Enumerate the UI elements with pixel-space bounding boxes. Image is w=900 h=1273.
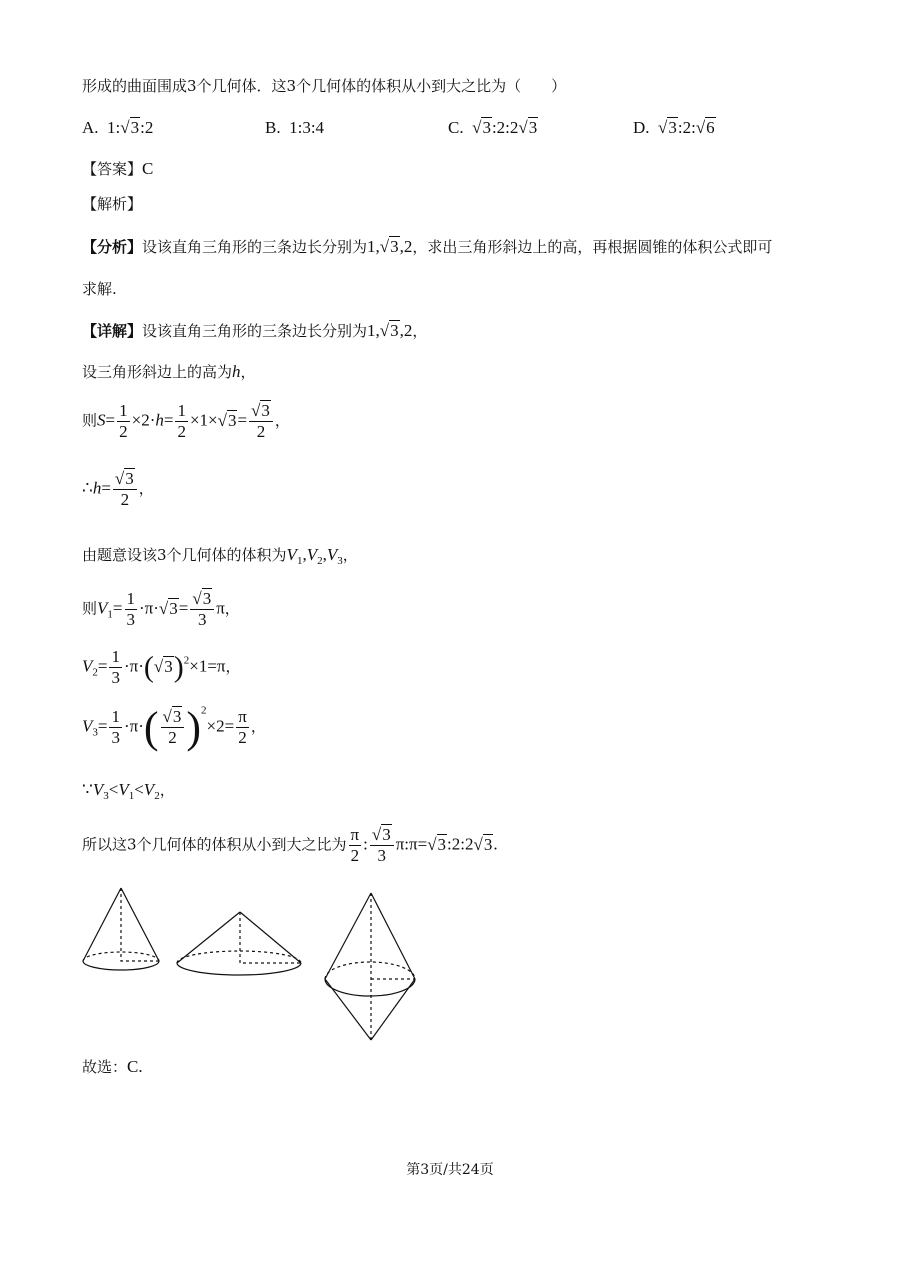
- answer-line: 【答案】C: [82, 159, 154, 178]
- fraction: $\frac{√3}{2}$: [161, 708, 185, 747]
- fraction: $\frac{√3}{2}$: [249, 402, 273, 441]
- cone-2: [177, 912, 301, 975]
- fraction: $\frac{√3}{3}$: [190, 590, 214, 629]
- fraction: $\frac{1}{2}$: [177, 401, 186, 441]
- equation-v1: 则$V_1=$ $\frac{1}{3}$ ·π·√3= $\frac{√3}{3}$ π，: [82, 589, 240, 629]
- radical: √3: [658, 118, 677, 137]
- radical: √3: [379, 237, 399, 256]
- radical: √3: [217, 410, 237, 430]
- fraction: $\frac{1}{2}$: [119, 401, 128, 441]
- radical: √3: [153, 656, 173, 676]
- radical: √3: [473, 834, 493, 854]
- page-footer: 第3页/共24页: [406, 1162, 494, 1178]
- option-d: D. √3:2:√6: [633, 118, 715, 137]
- equation-v3: $V_3=$ $\frac{1}{3}$ ·π·( $\frac{√3}{2}$ )$^2$×2= $\frac{\pi}{2}$ ，: [82, 703, 266, 752]
- fraction: $\frac{\pi}{2}$: [350, 825, 360, 865]
- fenxi-line-2: 求解.: [82, 280, 117, 298]
- fraction: $\frac{√3}{3}$: [370, 826, 394, 865]
- radical: √3: [158, 598, 178, 618]
- question-text: 形成的曲面围成3个几何体．这3个几何体的体积从小到大之比为（ ）: [82, 77, 567, 95]
- radical: √3: [120, 118, 140, 137]
- fraction: $\frac{√3}{2}$: [113, 470, 137, 509]
- option-a: A. 1:√3:2: [82, 118, 154, 137]
- option-b: B. 1:3:4: [265, 118, 325, 137]
- inequality-line: $\because V_3<V_1<V_2$，: [82, 780, 175, 802]
- fraction: $\frac{1}{3}$: [126, 589, 135, 629]
- equation-s: 则S= $\frac{1}{2}$ ×2·h= $\frac{1}{2}$ ×1×√3= $\frac{√3}{2}$ ，: [82, 401, 290, 441]
- fraction: $\frac{1}{3}$: [111, 707, 120, 747]
- radical: √3: [427, 834, 447, 854]
- height-line: 设三角形斜边上的高为h，: [82, 362, 256, 381]
- analysis-label: 【解析】: [82, 195, 143, 213]
- option-c: C. √3:2:2√3: [448, 118, 538, 137]
- radical: √3: [472, 118, 491, 137]
- fraction: $\frac{\pi}{2}$: [238, 707, 247, 747]
- radical: √6: [695, 118, 715, 137]
- radical: √3: [518, 118, 538, 137]
- fraction: $\frac{1}{3}$: [111, 647, 120, 687]
- xiangjie-line: 【详解】设该直角三角形的三条边长分别为1,√3,2，: [82, 321, 428, 340]
- equation-v2: $V_2=$ $\frac{1}{3}$ $\cdot\pi\cdot(√3)^2\times 1=\pi$，: [82, 647, 241, 687]
- equation-h: ∴h= $\frac{√3}{2}$ ，: [82, 469, 154, 509]
- cone-1: [83, 888, 159, 970]
- cone-3: [325, 893, 415, 1040]
- fenxi-line: 【分析】设该直角三角形的三条边长分别为1,√3,2，求出三角形斜边上的高，再根据圆锥的体积公式即可: [82, 237, 773, 256]
- volumes-line: 由题意设该3个几何体的体积为$V_1,V_2,V_3$，: [82, 545, 358, 567]
- radical: √3: [379, 321, 399, 340]
- conclusion-line: 所以这3个几何体的体积从小到大之比为 $\frac{\pi}{2}$ : $\frac{√3}{3}$ π:π=√3:2:2√3.: [82, 825, 498, 865]
- final-line: 故选：C.: [82, 1057, 143, 1076]
